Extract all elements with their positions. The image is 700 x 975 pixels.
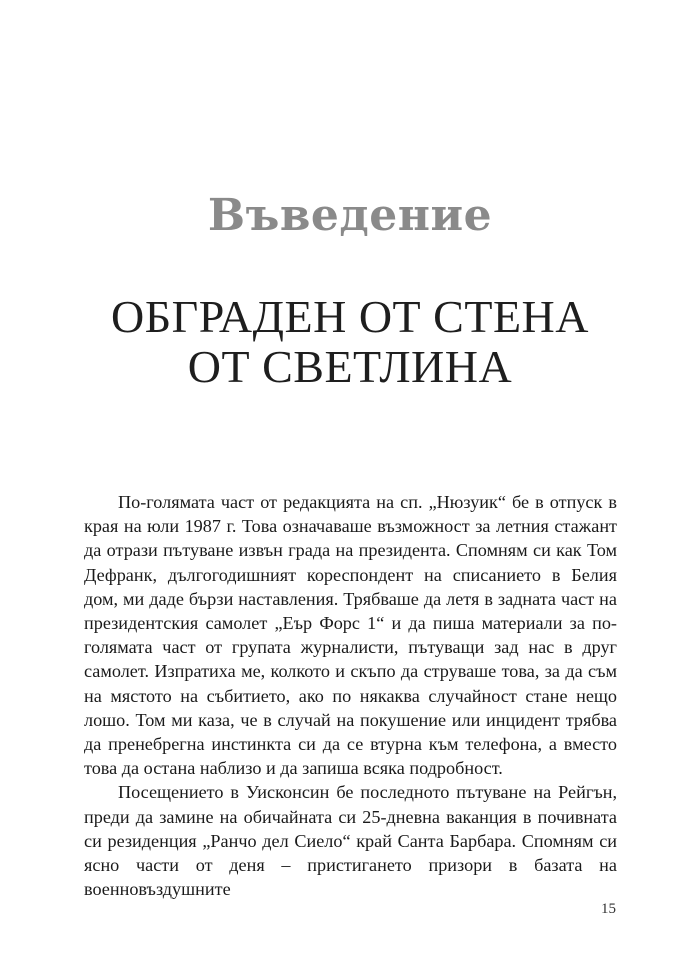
chapter-label: Въведение [207,190,493,241]
paragraph-2: Посещението в Уисконсин бе последното пътуване на Рейгън, преди да замине на обичайната си 25-дневна ваканция в почивната си резиденция „Ранчо дел Сиело“ край Санта Барбара. Спомням си ясно части от деня – пристигането призори в базата на военновъздушните [84,782,617,900]
paragraph-1: По-голямата част от редакцията на сп. „Нюзуик“ бе в отпуск в края на юли 1987 г. Това означаваше възможност за летния стажант да отрази пътуване извън града на президента. Спомням си как Том Дефранк, дългогодишният кореспондент на списанието в Белия дом, ми даде бързи наставления. Трябваше да летя в задната част на президентския самолет „Еър Форс 1“ и да пиша материали за по-голямата част от групата журналисти, пътуващи зад нас в друг самолет. Изпратиха ме, колкото и скъпо да струваше това, за да съм на мястото на събитието, ако по някаква случайност стане нещо лошо. Том ми каза, че в случай на покушение или инцидент трябва да пренебрегна инстинкта си да се втурна към телефона, а вместо това да остана наблизо и да запиша всяка подробност. [84,492,617,779]
chapter-title-line-2: ОТ СВЕТЛИНА [187,341,513,392]
chapter-title-line-1: ОБГРАДЕН ОТ СТЕНА [111,291,589,342]
page-number: 15 [601,901,616,917]
chapter-title [0,292,700,392]
body-text [84,490,617,901]
